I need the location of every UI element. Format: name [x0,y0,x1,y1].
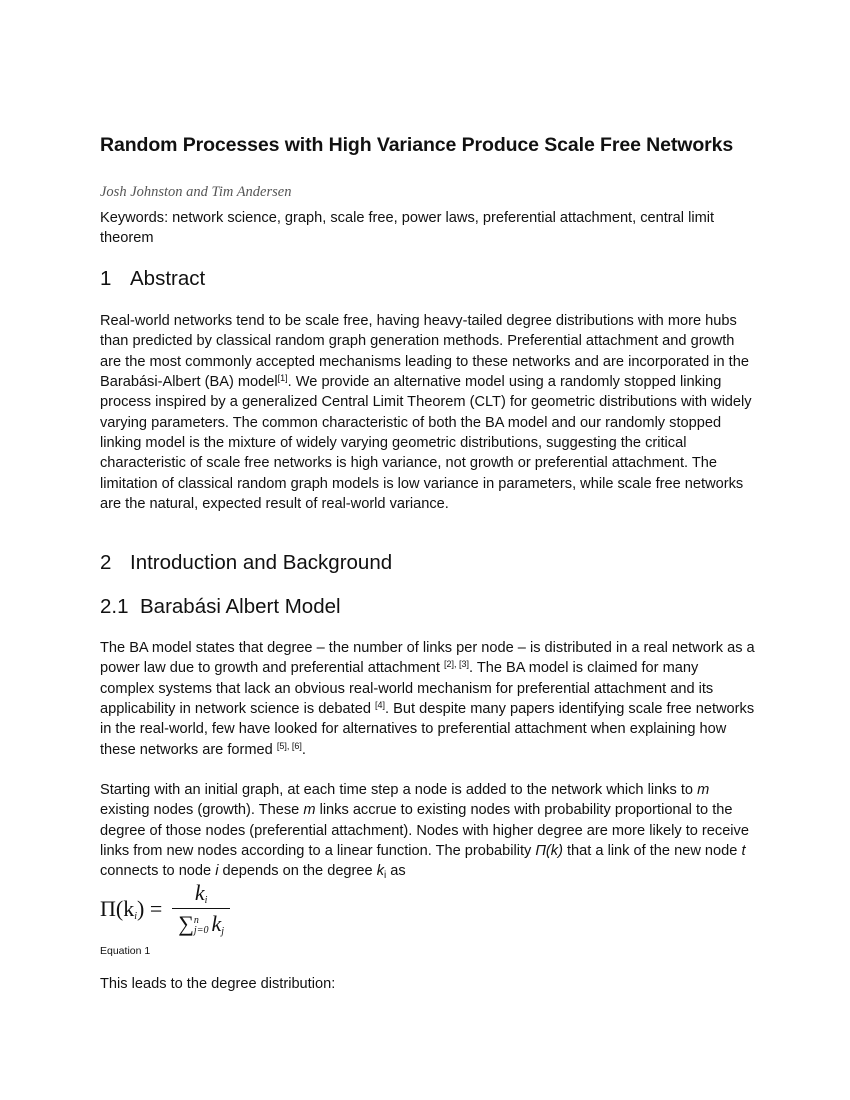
equation-denominator: ∑ n j=0 $k_j$ [172,908,230,937]
equation-caption: Equation 1 [100,945,151,957]
math-var: m [697,782,710,798]
math-var: m [303,802,316,819]
citation: [1] [277,373,288,384]
math-var: t [741,843,746,860]
equation-numerator: $k_i$ [194,880,208,906]
section-number: 1 [100,267,112,290]
heading-introduction [100,551,392,575]
abstract-text-1: Real-world networks tend to be scale free, having heavy-tailed degree distributions with more hubs than predicted by classical random graph generation methods. Preferential attachment and growth are the most commonly accepted mechanisms leading to these networks and are incorporated in the Barabási-Albert (BA) model [100,313,749,391]
body-text: that a link of the new node [562,843,742,860]
equation-lhs: $\Pi(k_i)$ = [100,895,163,922]
citation: [4] [375,700,386,711]
paper-title: Random Processes with High Variance Produce Scale Free Networks [100,134,734,156]
section-title: Abstract [130,267,206,290]
citation: [2], [3] [443,659,469,670]
body-text: depends on the degree [218,863,377,880]
section-title: Barabási Albert Model [140,595,341,618]
math-var: i [215,863,219,880]
body-text: Starting with an initial graph, at each time step a node is added to the network which links to [100,782,698,798]
ba-paragraph-1 [100,638,755,760]
body-text: The BA model states that degree – the number of links per node – is distributed in a real network as a power law due to growth and preferential attachment [100,640,755,677]
equation-1 [100,880,230,937]
citation: [5], [6] [276,740,302,751]
body-text: as [386,863,406,880]
ba-paragraph-3: This leads to the degree distribution: [100,976,336,992]
section-number: 2.1 [100,595,129,618]
heading-abstract [100,267,205,291]
body-text: links accrue to existing nodes with probability proportional to the degree of those nodes (preferential attachment). Nodes with higher degree are more likely to receive links from new nodes according to a linear function. The probability [100,802,749,860]
body-text: existing nodes (growth). These [100,802,304,819]
math-var: Π(k) [535,843,563,860]
heading-ba-model [100,595,341,619]
abstract-paragraph [100,311,755,514]
abstract-text-2: . We provide an alternative model using a randomly stopped linking process inspired by a generalized Central Limit Theorem (CLT) for geometric distributions with widely varying parameters. The common characteristic of both the BA model and our randomly stopped linking model is the mixture of widely varying geometric distributions, suggesting the critical characteristic of scale free networks is high variance, not growth or preferential attachment. The limitation of classical random graph models is low variance in parameters, while scale free networks are the natural, expected result of real-world variance. [100,374,752,513]
body-text: . The BA model is claimed for many complex systems that lack an obvious real-world mechanism for preferential attachment and its applicability in network science is debated [100,660,714,718]
keywords: Keywords: network science, graph, scale free, power laws, preferential attachment, central limit theorem [100,210,715,246]
math-subscript: i [384,870,387,882]
section-number: 2 [100,551,112,574]
math-var: k [376,863,384,880]
body-text: . But despite many papers identifying scale free networks in the real-world, few have looked for alternatives to preferential attachment when explaining how these networks are formed [100,701,755,758]
section-title: Introduction and Background [130,551,393,574]
body-text: . [301,741,306,758]
equation-fraction [172,880,230,937]
body-text: connects to node [100,863,216,880]
ba-paragraph-2 [100,780,755,882]
authors: Josh Johnston and Tim Andersen [100,184,292,200]
